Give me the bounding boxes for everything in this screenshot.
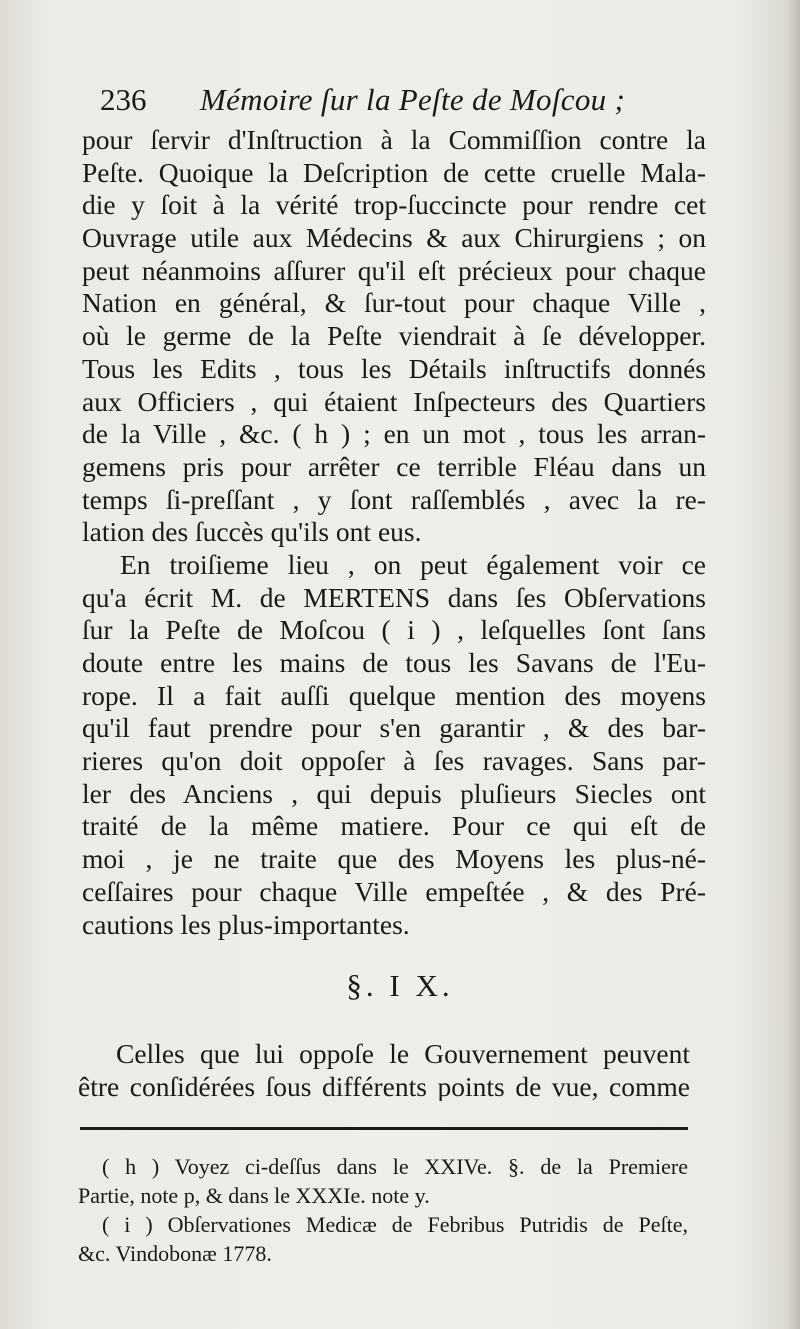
text-line: aux Officiers , qui étaient Inſpecteurs des Quartiers bbox=[82, 385, 706, 417]
text-line: rope. Il a fait auſſi quelque mention des moyens bbox=[82, 679, 706, 711]
text-line: Ouvrage utile aux Médecins & aux Chirurgiens ; on bbox=[82, 222, 706, 254]
text-line: Celles que lui oppoſe le Gouvernement peuvent bbox=[116, 1038, 690, 1069]
text-line: être conſidérées ſous différents points de vue, comme bbox=[78, 1070, 690, 1102]
text-line: lation des ſuccès qu'ils ont eus. bbox=[82, 516, 422, 548]
text-line: pour ſervir d'Inſtruction à la Commiſſion contre la bbox=[82, 124, 706, 155]
text-line: où le germe de la Peſte viendrait à ſe développer. bbox=[82, 320, 706, 352]
running-title: Mémoire ſur la Peſte de Moſcou ; bbox=[200, 82, 626, 117]
section-heading: §. I X. bbox=[346, 968, 454, 1003]
footnote-line: &c. Vindobonæ 1778. bbox=[78, 1241, 272, 1266]
text-line: rieres qu'on doit oppoſer à ſes ravages. Sans par- bbox=[82, 745, 706, 777]
footnote-line: Partie, note p, & dans le XXXIe. note y. bbox=[78, 1183, 430, 1208]
text-line: ler des Anciens , qui depuis pluſieurs Siecles ont bbox=[82, 777, 706, 809]
text-line: qu'il faut prendre pour s'en garantir , & des bar- bbox=[82, 712, 706, 744]
text-line: Tous les Edits , tous les Détails inſtructifs donnés bbox=[82, 352, 706, 384]
footnote-line: ( i ) Obſervationes Medicæ de Febribus Putridis de Peſte, bbox=[102, 1212, 688, 1237]
text-line: Peſte. Quoique la Deſcription de cette cruelle Mala- bbox=[82, 156, 706, 188]
main-text-block bbox=[82, 124, 706, 941]
text-line: peut néanmoins aſſurer qu'il eſt précieux pour chaque bbox=[82, 254, 706, 286]
text-line: traité de la même matiere. Pour ce qui eſt de bbox=[82, 810, 706, 842]
page-edge-shadow bbox=[786, 0, 800, 1329]
text-line: En troiſieme lieu , on peut également voir ce bbox=[120, 548, 706, 580]
footnotes-block bbox=[78, 1152, 688, 1268]
text-line: qu'a écrit M. de MERTENS dans ſes Obſervations bbox=[82, 581, 706, 613]
text-line: doute entre les mains de tous les Savans de l'Eu- bbox=[82, 647, 706, 678]
page-number: 236 bbox=[100, 82, 147, 117]
text-line: de la Ville , &c. ( h ) ; en un mot , tous les arran- bbox=[82, 418, 706, 450]
text-line: Nation en général, & ſur-tout pour chaque Ville , bbox=[82, 287, 706, 319]
text-line: ceſſaires pour chaque Ville empeſtée , & des Pré- bbox=[82, 875, 706, 907]
text-line: temps ſi-preſſant , y ſont raſſemblés , avec la re- bbox=[82, 483, 706, 515]
page-header bbox=[100, 80, 700, 124]
text-line: cautions les plus-importantes. bbox=[82, 908, 410, 940]
section-text-block bbox=[78, 1036, 690, 1101]
text-line: die y ſoit à la vérité trop-ſuccincte pour rendre cet bbox=[82, 189, 706, 221]
text-line: gemens pris pour arrêter ce terrible Fléau dans un bbox=[82, 450, 706, 482]
footnote-divider bbox=[80, 1127, 688, 1130]
footnote-line: ( h ) Voyez ci-deſſus dans le XXIVe. §. de la Premiere bbox=[102, 1154, 688, 1179]
text-line: moi , je ne traite que des Moyens les plus-né- bbox=[82, 843, 706, 875]
text-line: ſur la Peſte de Moſcou ( i ) , leſquelles ſont ſans bbox=[82, 614, 706, 646]
